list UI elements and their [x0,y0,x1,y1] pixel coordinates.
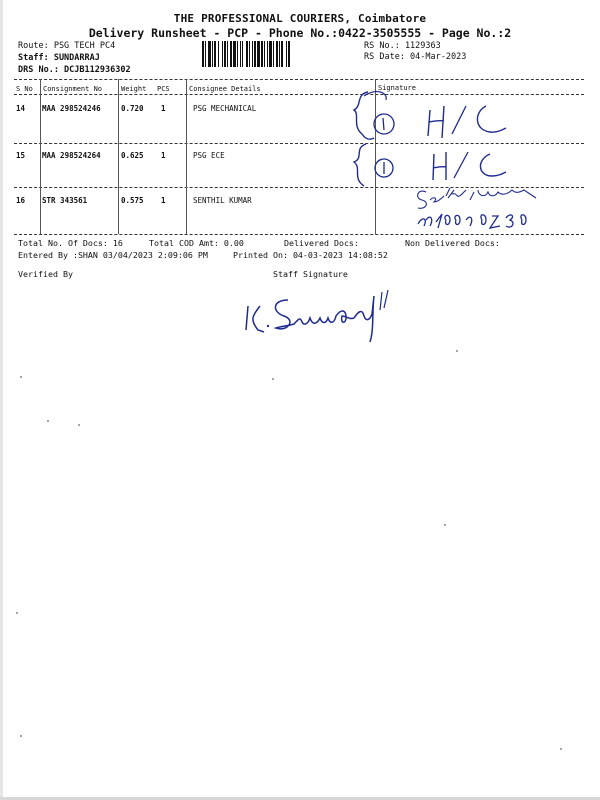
entered-by: Entered By :SHAN 03/04/2023 2:09:06 PM [18,250,208,260]
col-header-pcs: PCS [157,85,170,93]
row-consignment: MAA 298524246 [42,104,101,113]
scan-speck [560,748,562,750]
runsheet-title: Delivery Runsheet - PCP - Phone No.:0422-3505555 - Page No.:2 [88,26,512,40]
scan-speck [456,350,458,352]
rs-number: RS No.: 1129363 [364,41,441,51]
row-weight: 0.575 [121,196,144,205]
scan-speck [272,378,274,380]
scan-speck [16,612,18,614]
row-sno: 16 [16,196,26,205]
row-pcs: 1 [161,104,166,113]
col-header-signature: Signature [378,84,416,92]
staff-signature-label: Staff Signature [273,269,348,279]
printed-on: Printed On: 04-03-2023 14:08:52 [233,250,388,260]
row-consignment: MAA 298524264 [42,151,101,160]
signature-mark-row-16 [412,184,552,240]
non-delivered-docs: Non Delivered Docs: [405,238,500,248]
total-cod: Total COD Amt: 0.00 [149,238,244,248]
row-consignment: STR 343561 [42,196,88,205]
verified-by-label: Verified By [18,269,73,279]
col-header-consignment: Consignment No [43,85,103,93]
delivered-docs: Delivered Docs: [284,238,359,248]
row-weight: 0.720 [121,104,144,113]
drs-number: DRS No.: DCJB112936302 [18,65,131,75]
row-consignee: PSG MECHANICAL [193,104,257,113]
row-consignee: PSG ECE [193,151,225,160]
scan-speck [20,735,22,737]
scan-edge [0,0,3,800]
barcode-bar [290,41,291,67]
staff-label: Staff: SUNDARRAJ [18,53,100,63]
scan-speck [78,424,80,426]
table-top-rule [14,79,584,80]
barcode [202,41,354,67]
row-sno: 14 [16,104,26,113]
row-pcs: 1 [161,196,166,205]
col-header-sno: S No [16,85,33,93]
row-pcs: 1 [161,151,166,160]
scan-speck [20,376,22,378]
column-divider [118,79,119,234]
column-divider [186,79,187,234]
row-consignee: SENTHIL KUMAR [193,196,252,205]
column-divider [40,79,41,234]
scan-speck [47,420,49,422]
scan-speck [444,524,446,526]
row-weight: 0.625 [121,151,144,160]
route-label: Route: PSG TECH PC4 [18,41,116,51]
company-title: THE PROFESSIONAL COURIERS, Coimbatore [173,12,427,25]
total-docs: Total No. Of Docs: 16 [18,238,123,248]
staff-signature-mark [242,286,412,350]
rs-date: RS Date: 04-Mar-2023 [364,52,467,62]
col-header-consignee: Consignee Details [189,85,261,93]
row-sno: 15 [16,151,26,160]
col-header-weight: Weight [121,85,147,93]
